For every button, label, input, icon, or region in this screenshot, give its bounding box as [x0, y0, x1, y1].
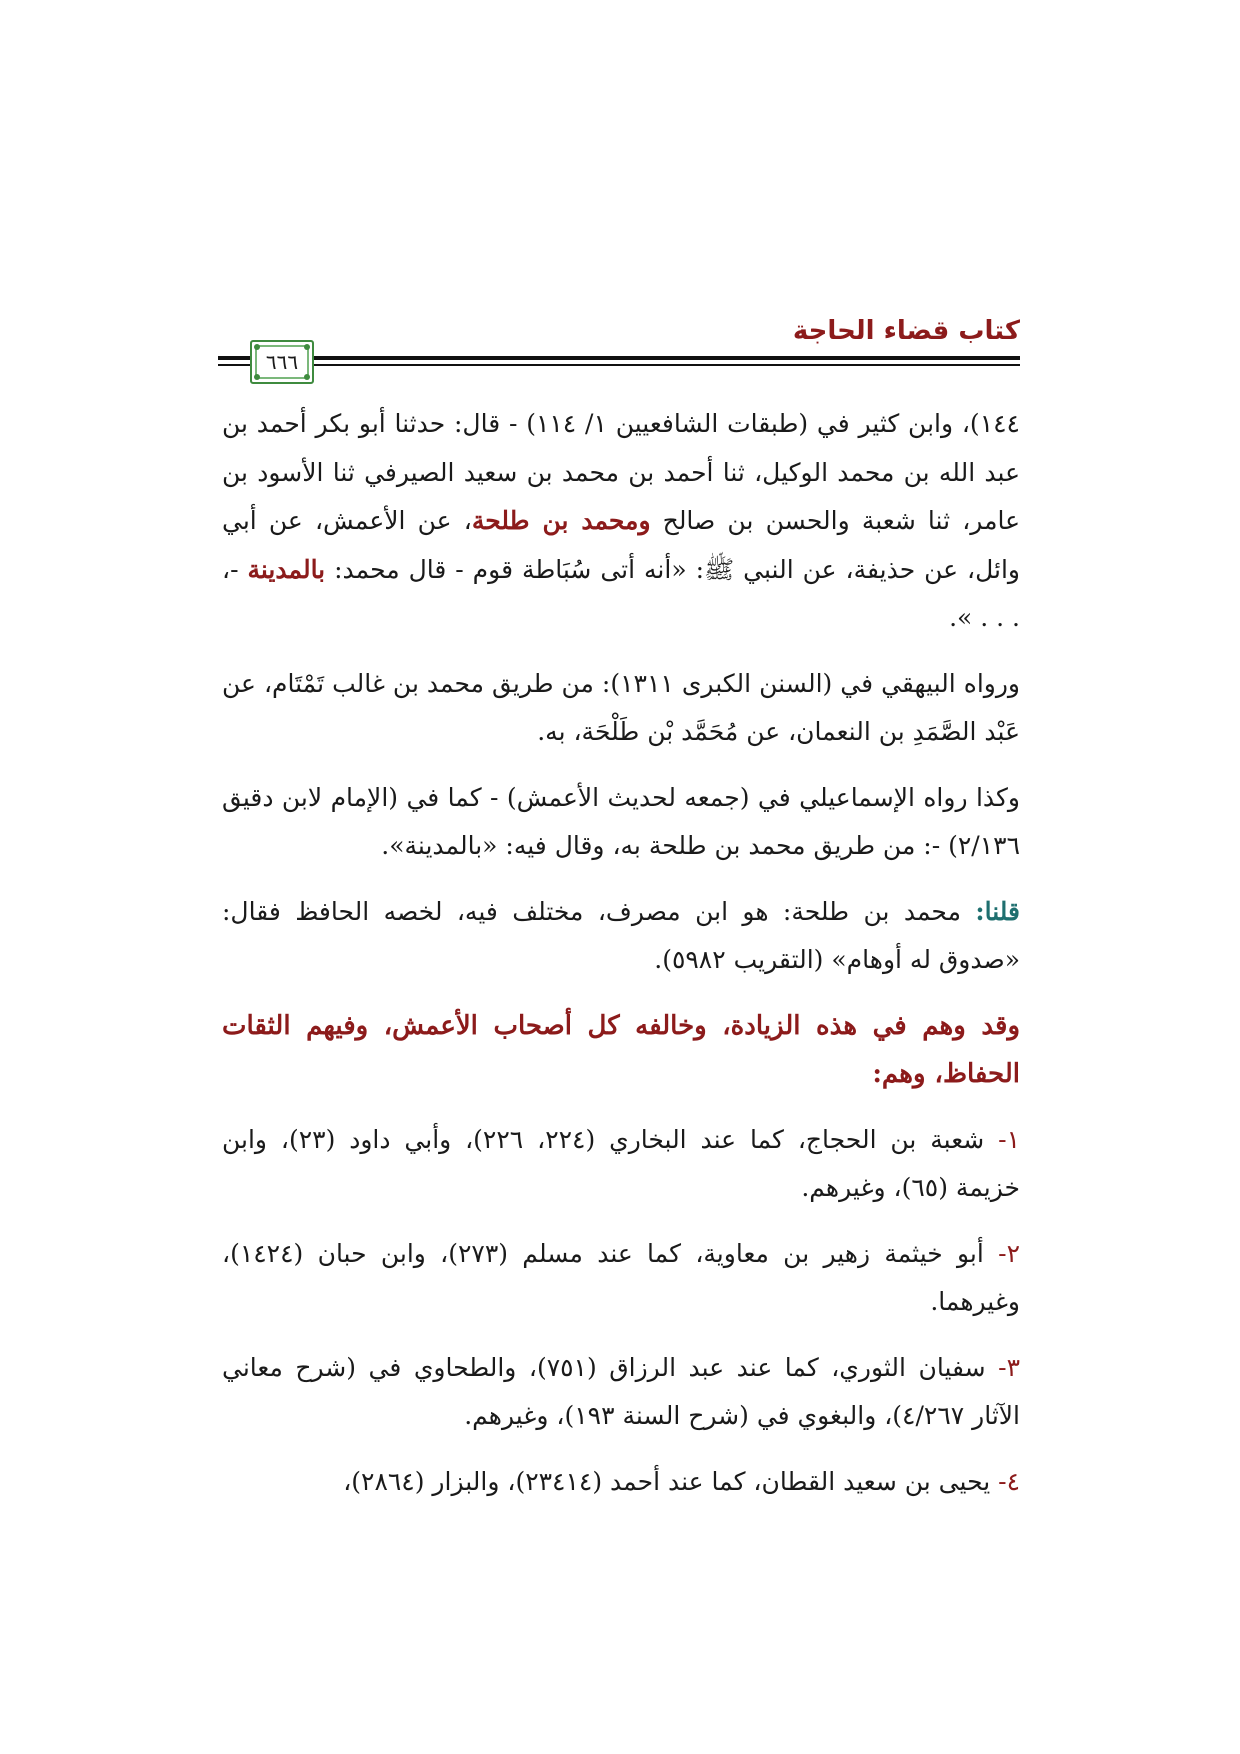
list-item: [222, 1458, 1020, 1507]
ornament-icon: [304, 374, 310, 380]
list-item-text: سفيان الثوري، كما عند عبد الرزاق (٧٥١)، والطحاوي في (شرح معاني الآثار ٤/٢٦٧)، والبغوي في (شرح السنة ١٩٣)، وغيرهم.: [222, 1352, 1020, 1430]
ornament-icon: [254, 344, 260, 350]
paragraph-4: [222, 888, 1020, 985]
paragraph-3: وكذا رواه الإسماعيلي في (جمعه لحديث الأعمش) - كما في (الإمام لابن دقيق ٢/١٣٦) -: من طريق محمد بن طلحة به، وقال فيه: «بالمدينة».: [222, 782, 1020, 860]
main-text: [222, 400, 1020, 1523]
header-rule: [218, 356, 1020, 366]
paragraph-1-text-a: ١٤٤)، وابن كثير في (طبقات الشافعيين ١/ ١١٤) - قال: حدثنا أبو بكر أحمد بن عبد الله بن محمد الوكيل، ثنا أحمد بن محمد بن سعيد الصيرفي ثنا الأسود بن عامر، ثنا شعبة والحسن بن صالح: [222, 409, 1020, 535]
list-item-text: أبو خيثمة زهير بن معاوية، كما عند مسلم (٢٧٣)، وابن حبان (١٤٢٤)، وغيرهما.: [222, 1238, 1020, 1316]
list-item-number: ١-: [998, 1124, 1021, 1154]
ornament-icon: [254, 374, 260, 380]
list-item-text: يحيى بن سعيد القطان، كما عند أحمد (٢٣٤١٤)، والبزار (٢٨٦٤)،: [343, 1466, 999, 1496]
page-header: [218, 312, 1020, 382]
list-item-number: ٣-: [998, 1352, 1020, 1382]
page-number-badge: [250, 340, 314, 384]
header-rule-thin: [218, 364, 1020, 366]
header-rule-thick: [218, 356, 1020, 360]
list-item: [222, 1116, 1020, 1213]
list-item-number: ٤-: [998, 1466, 1020, 1496]
list-item: [222, 1230, 1020, 1327]
paragraph-2: ورواه البيهقي في (السنن الكبرى ١٣١١): من طريق محمد بن غالب تَمْتَام، عن عَبْد الصَّمَدِ بن النعمان، عن مُحَمَّد بْن طَلْحَة، به.: [222, 668, 1020, 746]
ornament-icon: [304, 344, 310, 350]
qulna-label: قلنا:: [975, 896, 1020, 926]
paragraph-1-text-b: ، عن الأعمش، عن أبي وائل، عن حذيفة، عن النبي ﷺ: «أنه أتى سُبَاطة قوم - قال محمد:: [222, 506, 1020, 584]
list-item-text: شعبة بن الحجاج، كما عند البخاري (٢٢٤، ٢٢٦)، وأبي داود (٢٣)، وابن خزيمة (٦٥)، وغيرهم.: [222, 1124, 1020, 1202]
paragraph-1-text-c: -، . . . ».: [222, 554, 1020, 632]
list-item-number: ٢-: [998, 1238, 1021, 1268]
narrator-highlight: ومحمد بن طلحة: [471, 506, 651, 535]
list-item: [222, 1344, 1020, 1441]
paragraph-1: [222, 400, 1020, 643]
paragraph-4-text: محمد بن طلحة: هو ابن مصرف، مختلف فيه، لخصه الحافظ فقال: «صدوق له أوهام» (التقريب ٥٩٨٢).: [222, 896, 1020, 974]
book-title: كتاب قضاء الحاجة: [792, 316, 1020, 346]
addition-highlight: بالمدينة: [247, 554, 326, 584]
page-number: ٦٦٦: [265, 350, 299, 374]
paragraph-5-conclusion: وقد وهم في هذه الزيادة، وخالفه كل أصحاب الأعمش، وفيهم الثقات الحفاظ، وهم:: [222, 1010, 1020, 1089]
